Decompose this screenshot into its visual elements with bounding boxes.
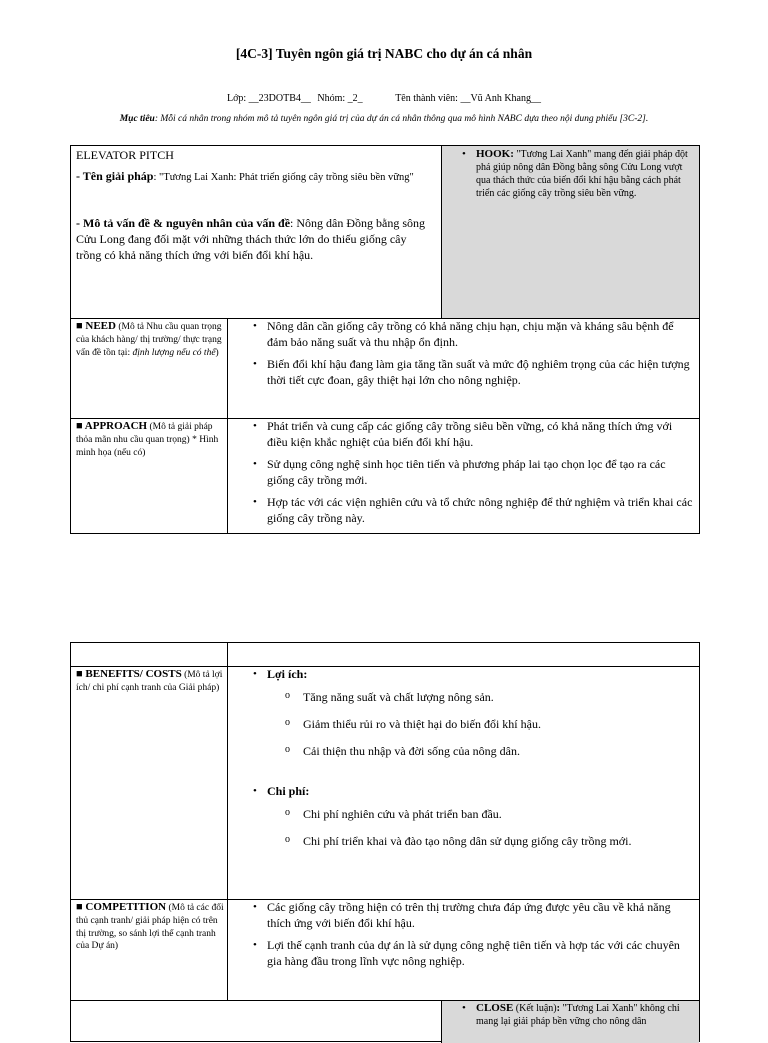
benefit-item: o Giảm thiểu rủi ro và thiệt hại do biến đổi khí hậu.: [285, 716, 685, 732]
competition-desc: (Mô tả các đối thủ cạnh tranh/ giải pháp hiện có trên thị trường, so sánh lợi thế cạnh tranh của Dự án): [76, 903, 224, 951]
header-meta: [0, 93, 768, 104]
close-colon: :: [556, 1003, 560, 1014]
solution-name-value: : "Tương Lai Xanh: Phát triển giống cây trồng siêu bền vững": [153, 172, 414, 183]
approach-label: ■ APPROACH: [76, 420, 148, 432]
need-label-cell: [76, 319, 224, 359]
cost-item: o Chi phí nghiên cứu và phát triển ban đầu.: [285, 806, 685, 822]
need-item: • Biến đổi khí hậu đang làm gia tăng tần suất và mức độ nghiêm trọng của các hiện tượng thời tiết cực đoan, gây thiệt hại lớn cho nông nghiệp.: [253, 356, 693, 388]
close-list: [462, 1002, 694, 1034]
approach-desc: (Mô tả giải pháp thỏa mãn nhu cầu quan trọng) * Hình minh họa (nếu có): [76, 422, 219, 458]
member-label: Tên thành viên: __Vũ Anh Khang__: [395, 93, 541, 104]
goal-line: [0, 114, 768, 124]
nabc-table-2: [70, 642, 700, 1042]
approach-item: • Phát triển và cung cấp các giống cây trồng siêu bền vững, có khả năng thích ứng với điều kiện khắc nghiệt của biến đổi khí hậu.: [253, 418, 693, 450]
benefits-desc: (Mô tả lợi ích/ chi phí cạnh tranh của Giải pháp): [76, 670, 223, 693]
cost-list: [285, 806, 685, 860]
need-desc-end: ): [215, 347, 219, 358]
hook-label: HOOK:: [476, 148, 514, 160]
competition-list: [253, 899, 693, 975]
need-desc: (Mô tả Nhu cầu quan trọng của khách hàng/ thị trường/ thực trạng vấn đề tồn tại:: [76, 322, 222, 358]
cost-section: [253, 783, 693, 805]
elevator-heading: ELEVATOR PITCH: [76, 148, 174, 162]
nabc-table-1: [70, 145, 700, 534]
competition-label: ■ COMPETITION: [76, 901, 167, 913]
competition-item: • Lợi thế cạnh tranh của dự án là sử dụng công nghệ tiên tiến và hợp tác với các chuyên gia hàng đầu trong lĩnh vực nông nghiệp.: [253, 937, 693, 969]
goal-label: Mục tiêu: [119, 114, 155, 124]
solution-name: [76, 169, 436, 185]
cost-heading: Chi phí:: [267, 784, 310, 798]
hook-list: [462, 148, 694, 206]
hook-text: "Tương Lai Xanh" mang đến giải pháp đột phá giúp nông dân Đồng bằng sông Cửu Long vượt qua thách thức của biến đổi khí hậu bằng cách phát triển các giống cây trồng siêu bền vững.: [476, 149, 688, 199]
close-item: [462, 1002, 694, 1028]
problem-description: [76, 215, 431, 263]
need-item: • Nông dân cần giống cây trồng có khả năng chịu hạn, chịu mặn và kháng sâu bệnh để đảm bảo năng suất và thu nhập ổn định.: [253, 318, 693, 350]
competition-item: • Các giống cây trồng hiện có trên thị trường chưa đáp ứng được yêu cầu về khả năng thích ứng với biến đổi khí hậu.: [253, 899, 693, 931]
benefit-heading: Lợi ích:: [267, 667, 308, 681]
benefit-section: [253, 666, 693, 688]
benefit-heading-item: [253, 666, 693, 682]
need-label: ■ NEED: [76, 320, 116, 332]
solution-name-label: - Tên giải pháp: [76, 169, 154, 183]
benefits-label-cell: [76, 667, 224, 695]
benefit-item: o Cải thiện thu nhập và đời sống của nông dân.: [285, 743, 685, 759]
close-desc: (Kết luận): [513, 1003, 557, 1014]
close-label: CLOSE: [476, 1002, 514, 1014]
approach-item: • Hợp tác với các viện nghiên cứu và tổ chức nông nghiệp để thử nghiệm và triển khai các giống cây trồng này.: [253, 494, 693, 526]
approach-list: [253, 418, 693, 532]
benefit-list: [285, 689, 685, 770]
need-list: [253, 318, 693, 394]
problem-value: : Nông dân Đồng bằng sông Cửu Long đang đối mặt với những thách thức lớn do thiếu giống cây trồng có khả năng thích ứng với biến đổi khí hậu.: [76, 216, 426, 262]
competition-label-cell: [76, 900, 224, 953]
hook-item: [462, 148, 694, 200]
page-title: [4C-3] Tuyên ngôn giá trị NABC cho dự án cá nhân: [235, 46, 533, 61]
approach-label-cell: [76, 419, 224, 459]
benefits-label: ■ BENEFITS/ COSTS: [76, 668, 182, 680]
problem-label: - Mô tả vấn đề & nguyên nhân của vấn đề: [76, 216, 291, 230]
need-desc-italic: định lượng nếu có thể: [132, 347, 216, 358]
cost-item: o Chi phí triển khai và đào tạo nông dân sử dụng giống cây trồng mới.: [285, 833, 685, 849]
approach-item: • Sử dụng công nghệ sinh học tiên tiến và phương pháp lai tạo chọn lọc để tạo ra các giống cây trồng mới.: [253, 456, 693, 488]
goal-text: : Mỗi cá nhân trong nhóm mô tả tuyên ngôn giá trị của dự án cá nhân thông qua mô hình NABC dựa theo nội dung phiếu [3C-2].: [154, 114, 649, 124]
class-label: Lớp: __23DOTB4__: [227, 93, 311, 104]
benefit-item: o Tăng năng suất và chất lượng nông sản.: [285, 689, 685, 705]
cost-heading-item: [253, 783, 693, 799]
close-text: "Tương Lai Xanh" không chỉ mang lại giải pháp bền vững cho nông dân: [476, 1003, 680, 1027]
group-label: Nhóm: _2_: [317, 93, 363, 104]
